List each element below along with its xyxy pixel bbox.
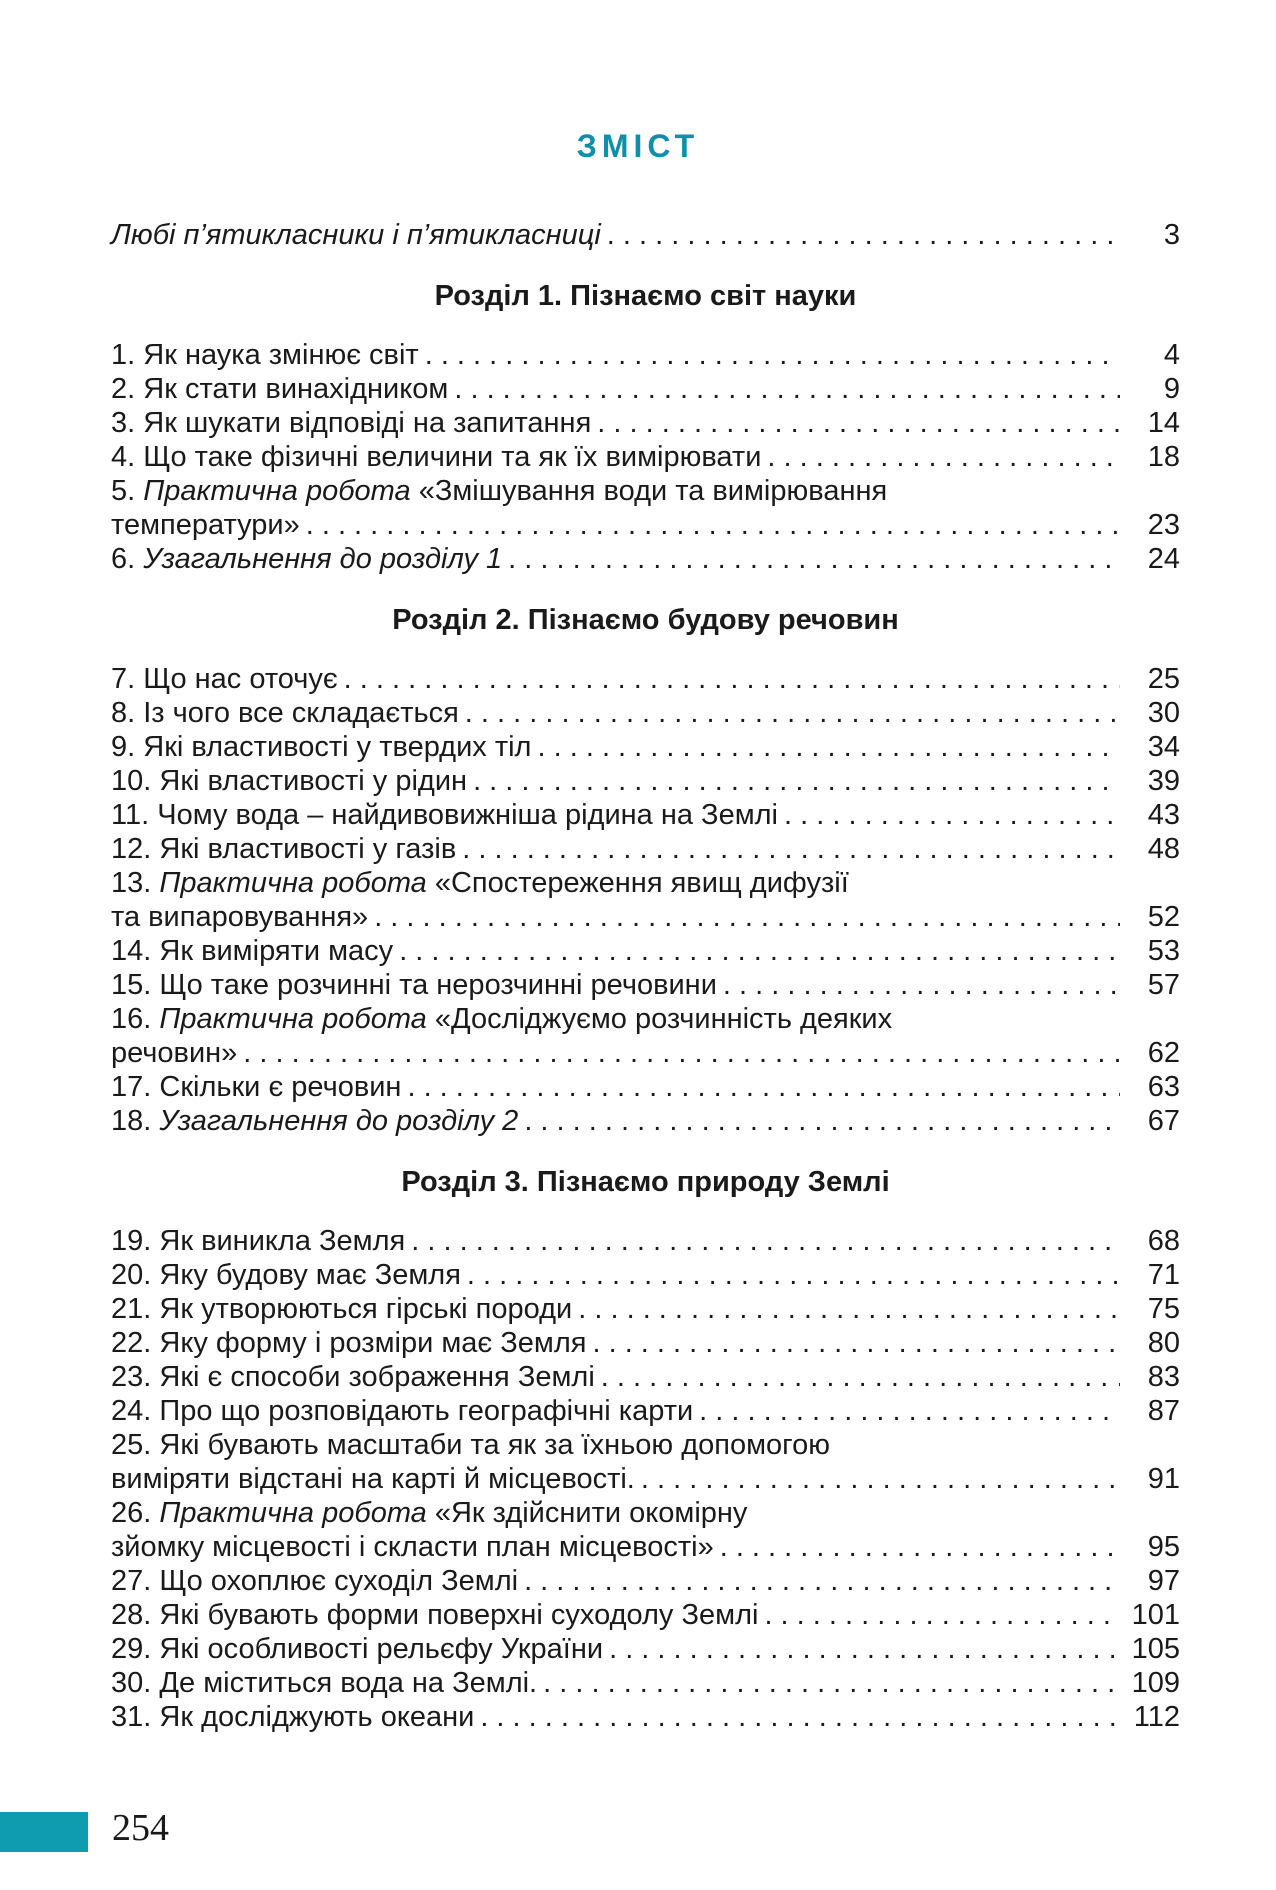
toc-entry-page: 18 (1147, 441, 1180, 473)
toc-entry-number: 20. (111, 1259, 152, 1291)
toc-entry-page: 3 (1163, 219, 1180, 251)
toc-entry[interactable] (111, 1002, 1180, 1070)
toc-entry[interactable] (111, 1292, 1180, 1326)
toc-entry-text: «Спостереження явищ дифузії (434, 867, 849, 899)
dot-leader (508, 542, 1120, 576)
dot-leader (465, 696, 1120, 730)
section-heading: Розділ 1. Пізнаємо світ науки (434, 280, 857, 312)
toc-entry-title (111, 338, 419, 372)
toc-entry-number: 29. (111, 1633, 152, 1665)
toc-entry-page: 34 (1147, 731, 1180, 763)
toc-entry-text: «Змішування води та вимірювання (418, 475, 888, 507)
toc-entry-number: 28. (111, 1599, 152, 1631)
page-number: 254 (112, 1807, 169, 1849)
toc-entry-title (111, 1224, 405, 1258)
toc-entry[interactable] (111, 1224, 1180, 1258)
toc-entry-text: Що охоплює суходіл Землі (159, 1565, 519, 1597)
dot-leader (480, 1700, 1120, 1734)
toc-entry-italic: Практична робота (143, 475, 411, 507)
toc-entry[interactable] (111, 730, 1180, 764)
toc-entry-page: 101 (1131, 1599, 1180, 1631)
toc-entry-text: Скільки є речовин (159, 1071, 402, 1103)
toc-entry-italic: Практична робота (159, 867, 427, 899)
toc-entry-text: Як стати винахідником (143, 373, 449, 405)
toc-entry[interactable] (111, 764, 1180, 798)
toc-entry-number: 5. (111, 475, 136, 507)
toc-entry-title (111, 866, 849, 900)
toc-entry-page: 4 (1163, 339, 1180, 371)
dot-leader (344, 662, 1120, 696)
toc-intro-entry[interactable] (111, 218, 1180, 252)
toc-entry-number: 22. (111, 1327, 152, 1359)
dot-leader (767, 440, 1120, 474)
toc-entry-text: Що нас оточує (143, 663, 338, 695)
toc-entry-text: Як виміряти масу (159, 935, 394, 967)
toc-entry-text: «Як здійснити окомірну (434, 1497, 748, 1529)
toc-entry[interactable] (111, 1104, 1180, 1138)
toc-entry-title (111, 1428, 830, 1462)
toc-entry-text: Любі п’ятикласники і п’ятикласниці (111, 219, 601, 251)
toc-entry-text: Які особливості рельєфу України (159, 1633, 604, 1665)
toc-entry-page: 105 (1131, 1633, 1180, 1665)
toc-entry-number: 27. (111, 1565, 152, 1597)
toc-entry-title (111, 662, 338, 696)
toc-entry-title (111, 1070, 401, 1104)
dot-leader (723, 968, 1120, 1002)
toc-entry[interactable] (111, 338, 1180, 372)
toc-entry-text: Яку будову має Земля (159, 1259, 461, 1291)
toc-entry-title (111, 1632, 603, 1666)
toc-entry-text: Які властивості у твердих тіл (143, 731, 532, 763)
toc-entry-title (111, 730, 531, 764)
toc-entry-title (111, 406, 591, 440)
dot-leader (524, 1104, 1120, 1138)
page-title: ЗМІСТ (576, 128, 700, 164)
dot-leader (764, 1598, 1120, 1632)
toc-entry-number: 26. (111, 1497, 152, 1529)
toc-entry[interactable] (111, 406, 1180, 440)
dot-leader (425, 338, 1120, 372)
toc-entry-title (111, 474, 887, 508)
toc-entry-page: 91 (1147, 1463, 1180, 1495)
toc-entry-continuation: та випаровування» (111, 901, 369, 933)
toc-entry-page: 14 (1147, 407, 1180, 439)
toc-entry-title (111, 1598, 758, 1632)
toc-entry-page: 67 (1147, 1105, 1180, 1137)
toc-entry-number: 9. (111, 731, 136, 763)
toc-sections (111, 276, 1180, 1734)
toc-entry-title (111, 440, 761, 474)
toc-entry-title (111, 1104, 518, 1138)
toc-entry-text: Які властивості у рідин (159, 765, 468, 797)
toc-entry-page: 39 (1147, 765, 1180, 797)
toc-entry-number: 7. (111, 663, 136, 695)
toc-entry[interactable] (111, 1700, 1180, 1734)
toc-entry-title (111, 1564, 518, 1598)
toc-entry[interactable] (111, 1070, 1180, 1104)
toc-entry-page: 9 (1163, 373, 1180, 405)
toc-entry-title (111, 832, 456, 866)
dot-leader (609, 1632, 1120, 1666)
dot-leader (407, 1070, 1120, 1104)
toc-entry[interactable] (111, 662, 1180, 696)
toc-entry-page: 71 (1147, 1259, 1180, 1291)
toc-entry-continuation: виміряти відстані на карті й місцевості. (111, 1463, 635, 1495)
dot-leader (592, 1326, 1120, 1360)
toc-entry[interactable] (111, 1428, 1180, 1496)
toc-entry-page: 57 (1147, 969, 1180, 1001)
toc-entry-text: Із чого все складається (143, 697, 459, 729)
toc-entry-number: 13. (111, 867, 152, 899)
toc-entry-number: 30. (111, 1667, 152, 1699)
toc-entry[interactable] (111, 542, 1180, 576)
toc-entry-number: 1. (111, 339, 136, 371)
toc-entry-title (111, 1258, 461, 1292)
dot-leader (537, 730, 1120, 764)
toc-entry-title (111, 764, 467, 798)
toc-entry-page: 95 (1147, 1531, 1180, 1563)
toc-entry-number: 23. (111, 1361, 152, 1393)
toc-entry-continuation: зйомку місцевості і скласти план місцевості» (111, 1531, 714, 1563)
toc-entry-text: «Досліджуємо розчинність деяких (434, 1003, 893, 1035)
dot-leader (641, 1462, 1120, 1496)
toc-entry-italic: Узагальнення до розділу 1 (143, 543, 503, 575)
toc-entry-number: 11. (111, 799, 150, 831)
dot-leader (306, 508, 1120, 542)
toc-entry-number: 14. (111, 935, 152, 967)
toc-entry-italic: Практична робота (159, 1497, 427, 1529)
toc-entry-text: Чому вода – найдивовижніша рідина на Землі (157, 799, 779, 831)
dot-leader (597, 406, 1120, 440)
toc-entry-page: 75 (1147, 1293, 1180, 1325)
toc-entry[interactable] (111, 968, 1180, 1002)
toc-entry-text: Що таке фізичні величини та як їх вимірювати (143, 441, 762, 473)
toc-entry-text: Як досліджують океани (159, 1701, 475, 1733)
dot-leader (607, 218, 1120, 252)
toc-entry-number: 3. (111, 407, 136, 439)
toc-entry-text: Які є способи зображення Землі (159, 1361, 595, 1393)
toc-entry-number: 31. (111, 1701, 152, 1733)
toc-entry-page: 43 (1147, 799, 1180, 831)
section-heading: Розділ 2. Пізнаємо будову речовин (392, 604, 899, 636)
toc-entry-number: 19. (111, 1225, 152, 1257)
toc-entry-page: 24 (1147, 543, 1180, 575)
toc-entry-title (111, 1496, 747, 1530)
dot-leader (462, 832, 1120, 866)
toc-entry-page: 25 (1147, 663, 1180, 695)
toc-entry-continuation: температури» (111, 509, 300, 541)
toc-entry[interactable] (111, 866, 1180, 934)
toc-entry-text: Як шукати відповіді на запитання (143, 407, 592, 439)
toc-entry-page: 53 (1147, 935, 1180, 967)
toc-entry-title (111, 372, 448, 406)
dot-leader (243, 1036, 1120, 1070)
toc-entry[interactable] (111, 1632, 1180, 1666)
toc-entry-page: 97 (1147, 1565, 1180, 1597)
toc-entry-page: 48 (1147, 833, 1180, 865)
toc-entry-text: Як наука змінює світ (143, 339, 419, 371)
toc-entry-page: 80 (1147, 1327, 1180, 1359)
dot-leader (399, 934, 1120, 968)
toc-entry-page: 112 (1133, 1701, 1180, 1733)
toc-entry[interactable] (111, 832, 1180, 866)
dot-leader (524, 1564, 1120, 1598)
toc-entry-number: 25. (111, 1429, 152, 1461)
dot-leader (543, 1666, 1120, 1700)
toc-entry-text: Які бувають масштаби та як за їхньою допомогою (159, 1429, 831, 1461)
dot-leader (473, 764, 1120, 798)
toc-entry-page: 109 (1131, 1667, 1180, 1699)
toc-entry-number: 10. (111, 765, 152, 797)
toc-entry-page: 30 (1147, 697, 1180, 729)
toc-entry-number: 2. (111, 373, 136, 405)
toc-entry-title (111, 1666, 537, 1700)
toc-entry[interactable] (111, 1394, 1180, 1428)
toc-entry-text: Які властивості у газів (159, 833, 457, 865)
toc-entry-text: Як виникла Земля (159, 1225, 406, 1257)
toc-entry-number: 4. (111, 441, 136, 473)
toc-entry-continuation: речовин» (111, 1037, 238, 1069)
toc-entry[interactable] (111, 1326, 1180, 1360)
toc-entry-number: 16. (111, 1003, 152, 1035)
toc-entry[interactable] (111, 372, 1180, 406)
toc-entry[interactable] (111, 474, 1180, 542)
toc-entry-title (111, 968, 717, 1002)
dot-leader (784, 798, 1120, 832)
dot-leader (374, 900, 1120, 934)
toc-entry[interactable] (111, 1666, 1180, 1700)
toc-entry[interactable] (111, 1258, 1180, 1292)
toc-entry-title (111, 1326, 586, 1360)
toc-entry-page: 62 (1147, 1037, 1180, 1069)
dot-leader (720, 1530, 1120, 1564)
toc-entry-text: Де міститься вода на Землі. (159, 1667, 538, 1699)
dot-leader (601, 1360, 1120, 1394)
toc-entry-page: 87 (1147, 1395, 1180, 1427)
toc-entry[interactable] (111, 1598, 1180, 1632)
toc-entry-page: 83 (1147, 1361, 1180, 1393)
toc-entry[interactable] (111, 1496, 1180, 1564)
toc-entry-title (111, 934, 393, 968)
toc-entry-title (111, 696, 459, 730)
table-of-contents (111, 218, 1180, 1734)
toc-entry-page: 68 (1147, 1225, 1180, 1257)
toc-entry-title (111, 1700, 474, 1734)
toc-entry-number: 15. (111, 969, 152, 1001)
footer-accent-bar (0, 1812, 88, 1852)
toc-entry-italic: Практична робота (159, 1003, 427, 1035)
toc-entry-number: 17. (111, 1071, 152, 1103)
toc-entry[interactable] (111, 696, 1180, 730)
toc-entry[interactable] (111, 934, 1180, 968)
toc-entry-page: 63 (1147, 1071, 1180, 1103)
toc-entry-title (111, 1394, 693, 1428)
toc-entry-text: Яку форму і розміри має Земля (159, 1327, 587, 1359)
dot-leader (699, 1394, 1120, 1428)
toc-entry-title (111, 1292, 572, 1326)
toc-entry-number: 24. (111, 1395, 152, 1427)
toc-entry-number: 21. (111, 1293, 152, 1325)
section-heading: Розділ 3. Пізнаємо природу Землі (401, 1166, 890, 1198)
dot-leader (467, 1258, 1120, 1292)
toc-entry-number: 6. (111, 543, 136, 575)
toc-entry-title (111, 542, 502, 576)
toc-entry-italic: Узагальнення до розділу 2 (159, 1105, 519, 1137)
toc-entry[interactable] (111, 440, 1180, 474)
dot-leader (454, 372, 1120, 406)
toc-entry[interactable] (111, 1360, 1180, 1394)
toc-entry-number: 8. (111, 697, 136, 729)
toc-entry-page: 23 (1147, 509, 1180, 541)
dot-leader (411, 1224, 1120, 1258)
toc-entry[interactable] (111, 798, 1180, 832)
toc-entry-number: 12. (111, 833, 152, 865)
toc-entry-title (111, 798, 778, 832)
toc-entry-text: Що таке розчинні та нерозчинні речовини (159, 969, 717, 1001)
toc-entry-text: Які бувають форми поверхні суходолу Землі (159, 1599, 759, 1631)
dot-leader (578, 1292, 1120, 1326)
toc-entry[interactable] (111, 1564, 1180, 1598)
toc-entry-title (111, 1360, 595, 1394)
toc-entry-page: 52 (1147, 901, 1180, 933)
toc-entry-text: Як утворюються гірські породи (159, 1293, 573, 1325)
toc-entry-number: 18. (111, 1105, 152, 1137)
toc-entry-text: Про що розповідають географічні карти (159, 1395, 694, 1427)
toc-entry-title (111, 1002, 892, 1036)
